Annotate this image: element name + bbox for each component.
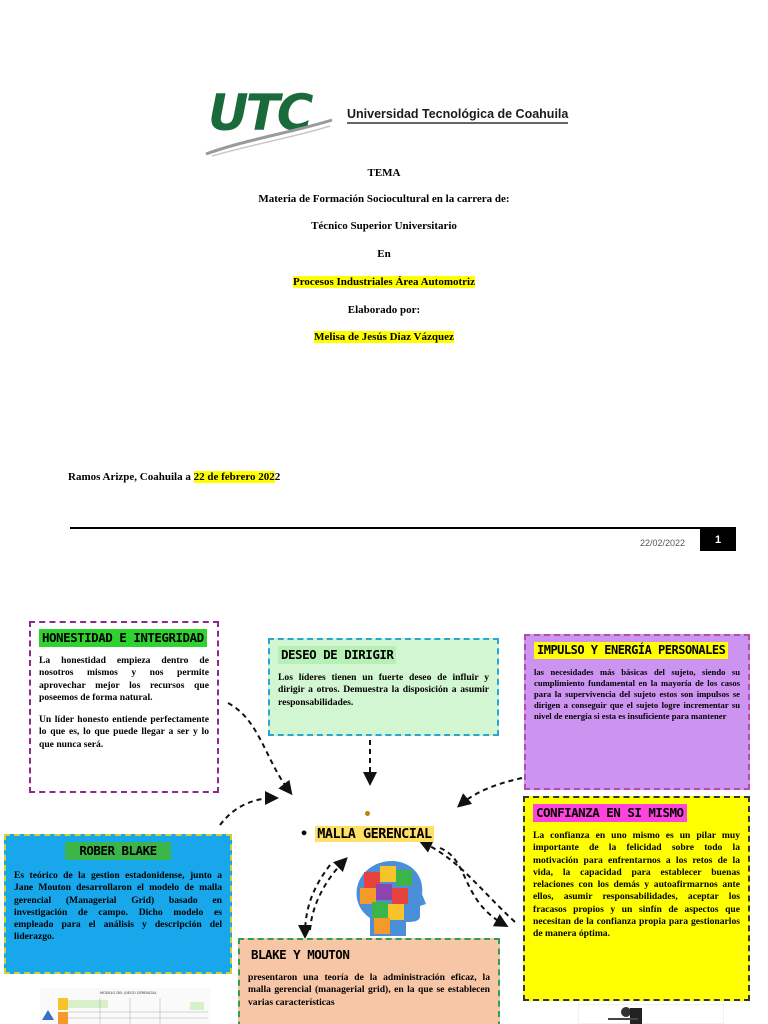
arrow-rober <box>220 798 275 825</box>
arrow-confianza-out <box>440 848 505 925</box>
node-deseo-title: DESEO DE DIRIGIR <box>278 646 396 664</box>
node-blake-mouton <box>238 938 500 1024</box>
place-date: Ramos Arizpe, Coahuila a 22 de febrero 2022 <box>68 471 281 483</box>
cover-materia: Materia de Formación Sociocultural en la carrera de: <box>258 193 510 205</box>
node-honestidad-p2: Un líder honesto entiende perfectamente lo que es, lo que puede llegar a ser y lo que nunca será. <box>39 714 209 750</box>
node-impulso <box>524 634 750 790</box>
node-rober-text: Es teórico de la gestion estadonidense, junto a Jane Mouton desarrollaron el modelo de malla gerencial (Managerial Grid) basado en investigación de campo. Dicho modelo es empleado para el análisis y descripción del liderazgo. <box>14 870 222 943</box>
arrow-blake <box>305 865 330 935</box>
node-confianza <box>523 796 750 1001</box>
node-rober <box>4 834 232 974</box>
node-blake-title: BLAKE Y MOUTON <box>248 946 352 964</box>
node-rober-title: ROBER BLAKE <box>65 842 171 860</box>
node-honestidad-title: HONESTIDAD E INTEGRIDAD <box>39 629 207 647</box>
center-title: • MALLA GERENCIAL <box>300 826 432 842</box>
node-impulso-title: IMPULSO Y ENERGÍA PERSONALES <box>534 642 728 659</box>
arrow-blake-up <box>310 860 345 930</box>
cover-titulo: Técnico Superior Universitario <box>311 220 457 232</box>
utc-logo <box>204 80 334 158</box>
node-deseo-text: Los líderes tienen un fuerte deseo de influir y dirigir a otros. Demuestra la disposición a asumir responsabilidades. <box>278 672 489 708</box>
grid-chart-thumbnail <box>40 988 210 1024</box>
footer-rule <box>70 527 736 529</box>
cover-en: En <box>377 248 391 260</box>
cover-autor: Melisa de Jesús Diaz Vázquez <box>314 331 454 343</box>
center-dot <box>365 811 370 816</box>
node-confianza-text: La confianza en uno mismo es un pilar muy importante de la felicidad sobre todo la motivación para enfrentarnos a los retos de la vida, la capacidad para establecer buenas relaciones con los demás y autoafirmarnos ante ellos, asumir responsabilidades, aceptar los fracasos propios y un sinfín de aspectos que necesitan de la confianza propia para gestionarlos de manera óptima. <box>533 830 740 940</box>
cover-tema: TEMA <box>367 167 401 179</box>
footer-date: 22/02/2022 <box>640 538 686 548</box>
node-blake-text: presentaron una teoría de la administración eficaz, la malla gerencial (managerial grid), en la que se establecen varias características <box>248 972 490 1008</box>
node-impulso-text: las necesidades más básicas del sujeto, siendo su cumplimiento fundamental en la mayoría de los casos para la supervivencia del sujeto estos son impulsos se dirigen a conseguir que el sujeto logre incrementar su nivel de energía si esta es insuficiente para mantener <box>534 667 740 722</box>
puzzle-head-icon <box>350 858 426 936</box>
svg-text:UTC: UTC <box>208 84 311 142</box>
cover-elaborado: Elaborado por: <box>347 304 421 316</box>
device-thumbnail <box>578 1004 724 1024</box>
node-honestidad <box>29 621 219 793</box>
node-confianza-title: CONFIANZA EN SI MISMO <box>533 804 687 822</box>
arrow-impulso <box>460 778 522 805</box>
thumbnail-title: MODELO DEL JUEGO GERENCIAL <box>100 991 157 995</box>
page-number: 1 <box>700 529 736 551</box>
node-deseo <box>268 638 499 736</box>
university-name: Universidad Tecnológica de Coahuila <box>347 107 568 124</box>
node-honestidad-p1: La honestidad empieza dentro de nosotros mismos y nos permite aprovechar mejor los recursos que poseemos de forma natural. <box>39 655 209 703</box>
cover-programa: Procesos Industriales Área Automotriz <box>293 276 475 288</box>
arrow-confianza-in <box>422 842 515 922</box>
